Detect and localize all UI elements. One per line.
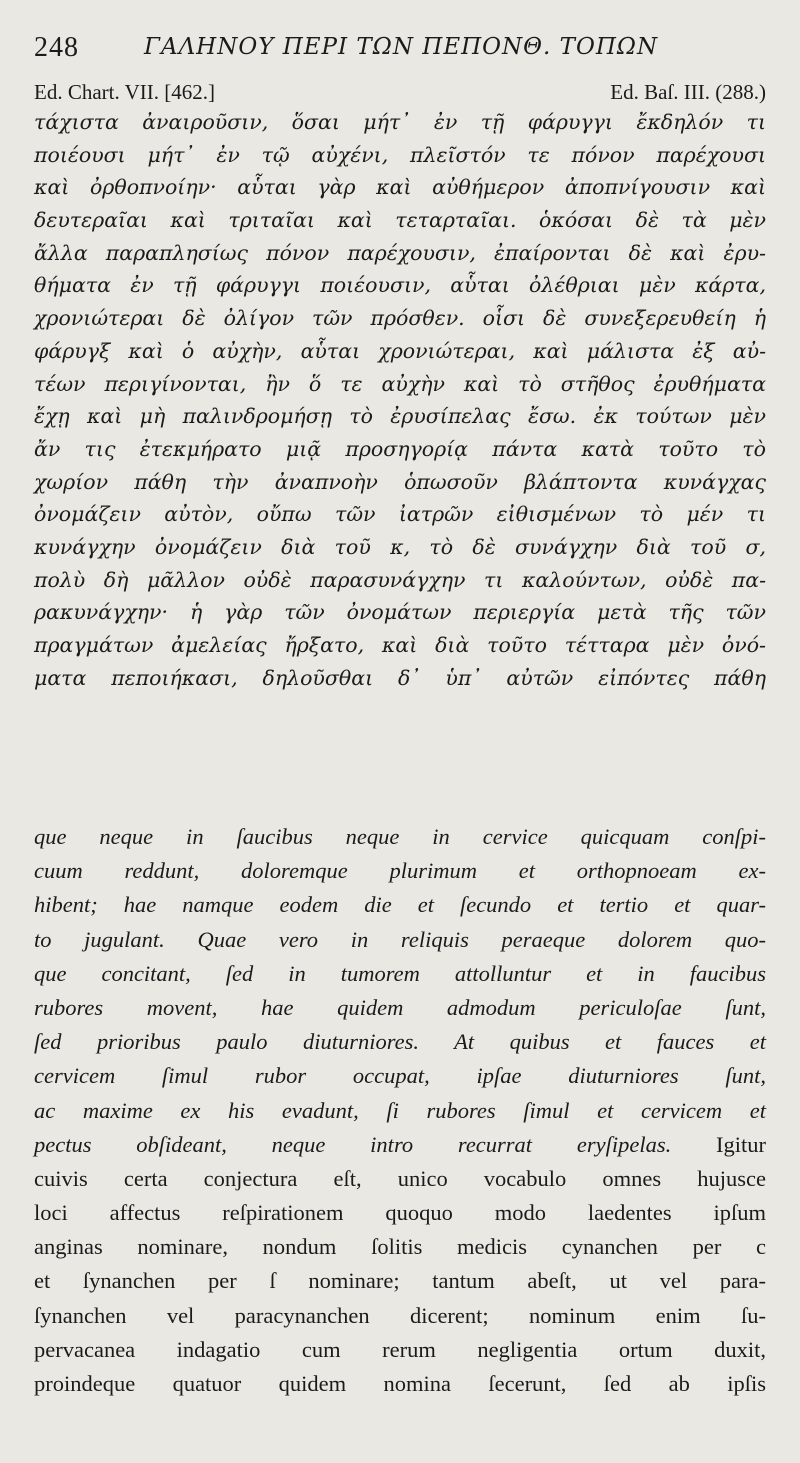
greek-text-line: ἔχῃ καὶ μὴ παλινδρομήσῃ τὸ ἐρυσίπελας ἔσω. ἐκ τούτων μὲν: [34, 404, 766, 429]
latin-italic-segment: rubores movent, hae quidem admodum periculoſae ſunt,: [34, 994, 766, 1020]
latin-text-line: [34, 1162, 766, 1196]
greek-text-line: πολὺ δὴ μᾶλλον οὐδὲ παρασυνάγχην τι καλούντων, οὐδὲ πα-: [34, 567, 766, 592]
latin-text-line: [34, 1367, 766, 1401]
latin-translation-block: [34, 820, 766, 1401]
latin-roman-segment: pervacanea indagatio cum rerum negligentia ortum duxit,: [34, 1336, 766, 1362]
greek-text-line: τέων περιγίνονται, ἢν ὅ τε αὐχὴν καὶ τὸ στῆθος ἐρυθήματα: [34, 371, 766, 396]
page-number: 248: [34, 32, 79, 63]
latin-roman-segment: proindeque quatuor quidem nomina ſecerunt, ſed ab ipſis: [34, 1371, 766, 1396]
latin-text-line: [34, 957, 766, 991]
greek-text-line: ὀνομάζειν αὐτὸν, οὔπω τῶν ἰατρῶν εἰθισμένων τὸ μέν τι: [34, 502, 766, 527]
latin-roman-segment: Igitur: [671, 1131, 766, 1157]
greek-text-line: φάρυγξ καὶ ὁ αὐχὴν, αὗται χρονιώτεραι, καὶ μάλιστα ἐξ αὐ-: [34, 338, 766, 363]
latin-italic-segment: pectus obſideant, neque intro recurrat eryſipelas.: [34, 1131, 672, 1157]
greek-text-line: χρονιώτεραι δὲ ὀλίγον τῶν πρόσθεν. οἷσι δὲ συνεξερευθείη ἡ: [34, 306, 766, 331]
greek-text-line: ἄν τις ἐτεκμήρατο μιᾷ προσηγορίᾳ πάντα κατὰ τοῦτο τὸ: [34, 436, 766, 461]
greek-text-line: ρακυνάγχην· ἡ γὰρ τῶν ὀνομάτων περιεργία μετὰ τῆς τῶν: [34, 600, 766, 625]
latin-text-line: [34, 854, 766, 888]
greek-text-line: καὶ ὀρθοπνοίην· αὗται γὰρ καὶ αὐθήμερον ἀποπνίγουσιν καὶ: [34, 175, 766, 200]
edition-basel-reference: Ed. Baſ. III. (288.): [610, 80, 766, 104]
greek-text-line: πραγμάτων ἀμελείας ἤρξατο, καὶ διὰ τοῦτο τέτταρα μὲν ὀνό-: [34, 633, 766, 657]
latin-text-line: [34, 1230, 766, 1264]
greek-text-line: ματα πεποιήκασι, δηλοῦσθαι δ᾽ ὑπ᾽ αὐτῶν εἰπόντες πάθη: [34, 665, 766, 690]
latin-text-line: [34, 923, 766, 957]
latin-text-line: [34, 1025, 766, 1059]
greek-text-line: τάχιστα ἀναιροῦσιν, ὅσαι μήτ᾽ ἐν τῇ φάρυγγι ἔκδηλόν τι: [34, 110, 766, 134]
latin-roman-segment: loci affectus reſpirationem quoquo modo laedentes ipſum: [34, 1200, 766, 1226]
latin-roman-segment: et ſynanchen per ſ nominare; tantum abeſt, ut vel para-: [34, 1268, 766, 1294]
latin-italic-segment: cuum reddunt, doloremque plurimum et orthopnoeam ex-: [34, 858, 766, 884]
latin-text-line: [34, 820, 766, 854]
latin-italic-segment: ſed prioribus paulo diuturniores. At quibus et fauces et: [34, 1029, 766, 1055]
latin-text-line: [34, 1059, 766, 1093]
latin-roman-segment: ſynanchen vel paracynanchen dicerent; nominum enim ſu-: [34, 1302, 766, 1328]
edition-chartier-reference: Ed. Chart. VII. [462.]: [34, 80, 215, 104]
latin-text-line: [34, 1094, 766, 1128]
greek-text-line: ἄλλα παραπλησίως πόνον παρέχουσιν, ἐπαίρονται δὲ καὶ ἐρυ-: [34, 240, 766, 265]
latin-italic-segment: que concitant, ſed in tumorem attolluntur et in faucibus: [34, 960, 766, 986]
latin-text-line: [34, 1299, 766, 1333]
latin-text-line: [34, 1128, 766, 1162]
latin-roman-segment: cuivis certa conjectura eſt, unico vocabulo omnes hujusce: [34, 1165, 766, 1191]
latin-text-line: [34, 991, 766, 1025]
greek-text-block: [34, 106, 766, 694]
latin-text-line: [34, 1333, 766, 1367]
latin-text-line: [34, 1264, 766, 1298]
latin-text-line: [34, 888, 766, 922]
greek-text-line: θήματα ἐν τῇ φάρυγγι ποιέουσιν, αὗται ὀλέθριαι μὲν κάρτα,: [34, 273, 766, 298]
latin-italic-segment: hibent; hae namque eodem die et ſecundo et tertio et quar-: [34, 892, 766, 918]
latin-italic-segment: to jugulant. Quae vero in reliquis peraeque dolorem quo-: [34, 926, 766, 952]
latin-italic-segment: que neque in ſaucibus neque in cervice quicquam conſpi-: [34, 824, 766, 849]
greek-text-line: ποιέουσι μήτ᾽ ἐν τῷ αὐχένι, πλεῖστόν τε πόνον παρέχουσι: [34, 142, 766, 167]
latin-text-line: [34, 1196, 766, 1230]
latin-italic-segment: cervicem ſimul rubor occupat, ipſae diuturniores ſunt,: [34, 1063, 766, 1089]
page-header: [34, 32, 774, 72]
greek-text-line: χωρίον πάθη τὴν ἀναπνοὴν ὁπωσοῦν βλάπτοντα κυνάγχας: [34, 469, 766, 494]
greek-text-line: δευτεραῖαι καὶ τριταῖαι καὶ τεταρταῖαι. ὁκόσαι δὲ τὰ μὲν: [34, 208, 766, 233]
running-title: ΓΑΛΗΝΟΥ ΠΕΡΙ ΤΩΝ ΠΕΠΟΝΘ. ΤΟΠΩΝ: [144, 34, 659, 60]
latin-italic-segment: ac maxime ex his evadunt, ſi rubores ſimul et cervicem et: [34, 1097, 766, 1123]
greek-text-line: κυνάγχην ὀνομάζειν διὰ τοῦ κ, τὸ δὲ συνάγχην διὰ τοῦ σ,: [34, 534, 766, 559]
latin-roman-segment: anginas nominare, nondum ſolitis medicis cynanchen per c: [34, 1234, 766, 1260]
